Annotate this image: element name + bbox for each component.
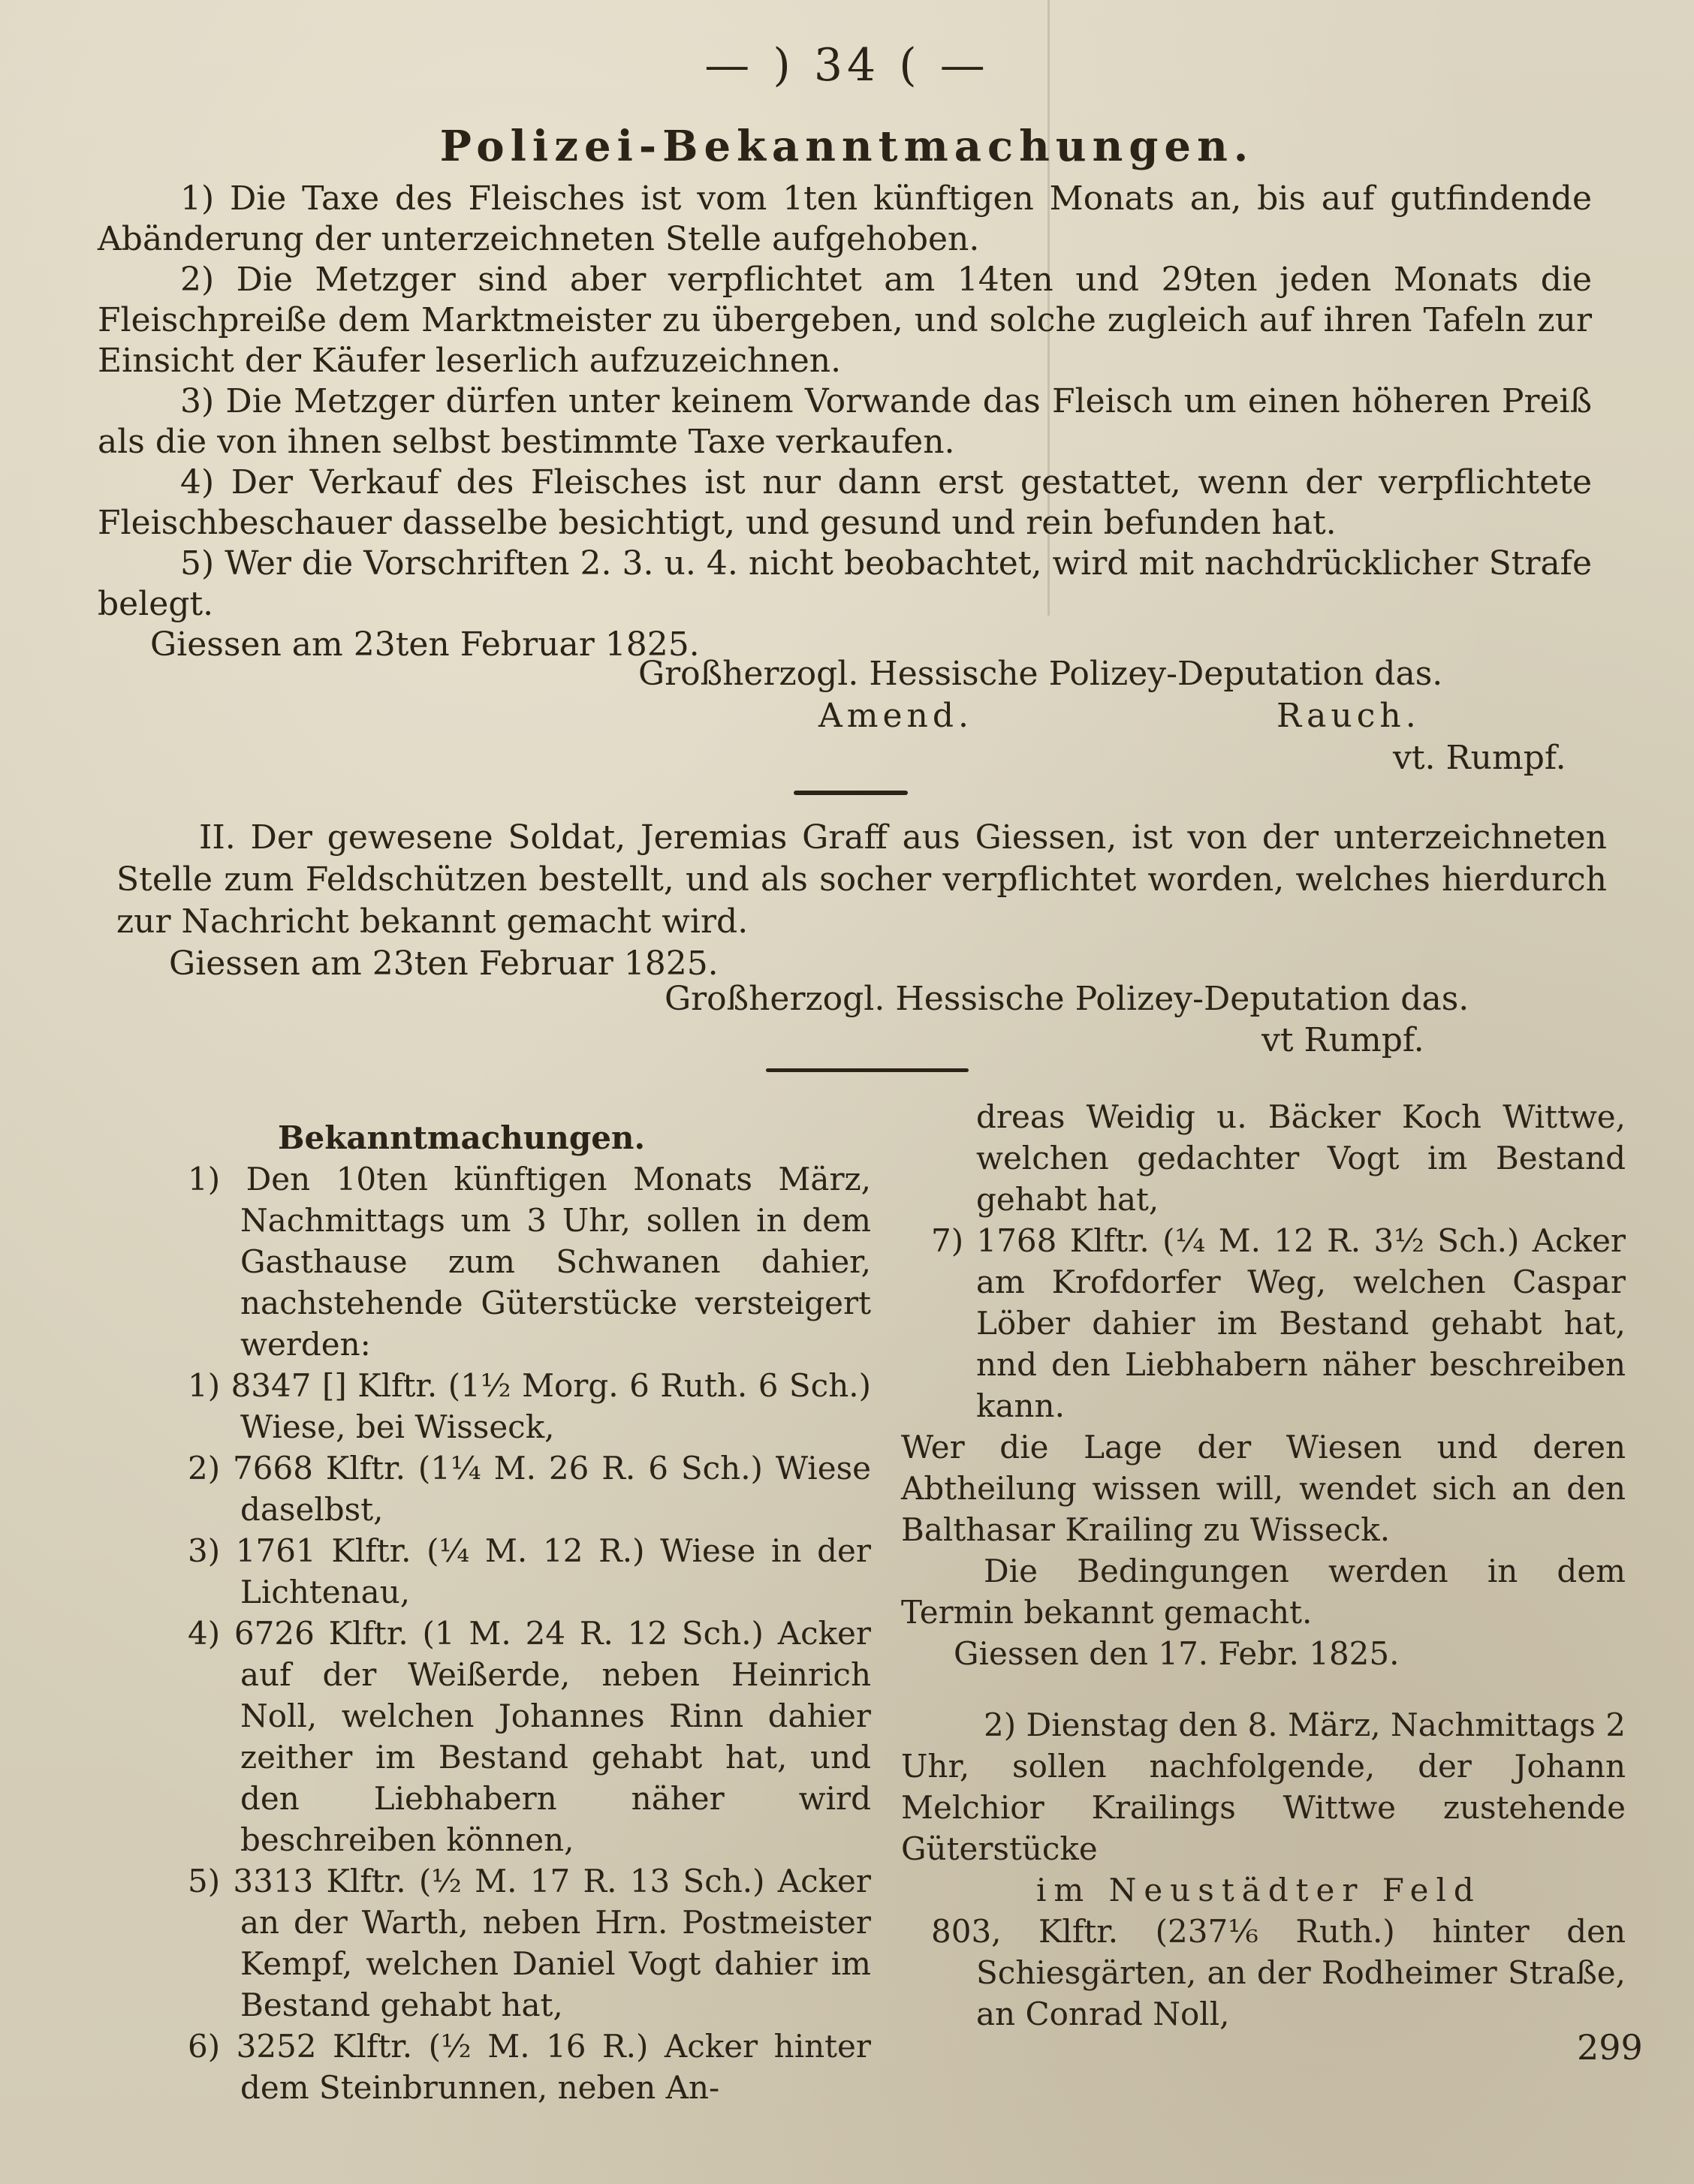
signatory-rumpf: vt. Rumpf. [1393, 739, 1566, 777]
list-item-continuation: dreas Weidig u. Bäcker Koch Wittwe, welchen gedachter Vogt im Bestand gehabt hat, [976, 1098, 1626, 1218]
place-date: Giessen den 17. Febr. 1825. [954, 1635, 1400, 1672]
place-date: Giessen am 23ten Februar 1825. [169, 944, 719, 983]
signature-authority: Großherzogl. Hessische Polizey-Deputation das. [665, 980, 1469, 1018]
left-column [120, 1117, 871, 2108]
signatory-amend: Amend. [818, 697, 974, 735]
place-date: Giessen am 23ten Februar 1825. [150, 625, 700, 664]
police-paragraph-2: 2) Die Metzger sind aber verpflichtet am 14ten und 29ten jeden Monats die Fleischpreiße dem Marktmeister zu übergeben, und solche zugleich auf ihren Tafeln zur Einsicht der Käufer leserlich aufzuzeichnen. [98, 261, 1592, 380]
signatory-rumpf: vt Rumpf. [1261, 1021, 1424, 1059]
police-paragraph-5: 5) Wer die Vorschriften 2. 3. u. 4. nicht beobachtet, wird mit nachdrücklicher Strafe belegt. [98, 544, 1592, 623]
signature-authority: Großherzogl. Hessische Polizey-Deputation das. [638, 655, 1443, 693]
auction-intro: 1) Den 10ten künftigen Monats März, Nachmittags um 3 Uhr, sollen in dem Gasthause zum Schwanen dahier, nachstehende Güterstücke versteigert werden: [188, 1161, 871, 1363]
list-item: 803, Klftr. (237¹⁄₆ Ruth.) hinter den Schiesgärten, an der Rodheimer Straße, an Conrad Noll, [931, 1913, 1626, 2032]
conditions-paragraph: Die Bedingungen werden in dem Termin bekannt gemacht. [901, 1553, 1626, 1631]
field-heading: im Neustädter Feld [1036, 1872, 1481, 1908]
list-item: 2) 7668 Klftr. (1¼ M. 26 R. 6 Sch.) Wiese daselbst, [188, 1450, 871, 1528]
divider [766, 1068, 969, 1072]
police-paragraph-3: 3) Die Metzger dürfen unter keinem Vorwande das Fleisch um einen höheren Preiß als die von ihnen selbst bestimmte Taxe verkaufen. [98, 382, 1592, 461]
page-number: 299 [1577, 2027, 1643, 2068]
list-item: 1) 8347 [] Klftr. (1½ Morg. 6 Ruth. 6 Sch.) Wiese, bei Wisseck, [188, 1367, 871, 1445]
list-item: 5) 3313 Klftr. (½ M. 17 R. 13 Sch.) Acker an der Warth, neben Hrn. Postmeister Kempf, welchen Daniel Vogt dahier im Bestand gehabt hat, [188, 1863, 871, 2023]
inquiry-paragraph: Wer die Lage der Wiesen und deren Abtheilung wissen will, wendet sich an den Balthasar Krailing zu Wisseck. [901, 1429, 1626, 1548]
section-title: Polizei-Bekanntmachungen. [439, 122, 1255, 171]
list-item: 6) 3252 Klftr. (½ M. 16 R.) Acker hinter dem Steinbrunnen, neben An- [188, 2028, 871, 2106]
notice-2-text: II. Der gewesene Soldat, Jeremias Graff aus Giessen, ist von der unterzeichneten Stelle zum Feldschützen bestellt, und als socher verpflichtet worden, welches hierdurch zur Nachricht bekannt gemacht wird. [116, 818, 1607, 941]
list-item: 4) 6726 Klftr. (1 M. 24 R. 12 Sch.) Acker auf der Weißerde, neben Heinrich Noll, welchen Johannes Rinn dahier zeither im Bestand gehabt hat, und den Liebhabern näher wird beschreiben können, [188, 1615, 871, 1858]
page-header: — ) 34 ( — [704, 39, 990, 92]
auction-2-intro: 2) Dienstag den 8. März, Nachmittags 2 Uhr, sollen nachfolgende, der Johann Melchior Krailings Wittwe zustehende Güterstücke [901, 1707, 1626, 1867]
announcements-heading: Bekanntmachungen. [278, 1119, 646, 1156]
list-item: 3) 1761 Klftr. (¼ M. 12 R.) Wiese in der Lichtenau, [188, 1532, 871, 1610]
police-paragraph-1: 1) Die Taxe des Fleisches ist vom 1ten künftigen Monats an, bis auf gutfindende Abänderung der unterzeichneten Stelle aufgehoben. [98, 179, 1592, 258]
signature-names [0, 697, 1694, 742]
list-item: 7) 1768 Klftr. (¼ M. 12 R. 3½ Sch.) Acker am Krofdorfer Weg, welchen Caspar Löber dahier im Bestand gehabt hat, nnd den Liebhabern näher beschreiben kann. [931, 1222, 1626, 1424]
right-column [901, 1096, 1626, 2035]
police-paragraph-4: 4) Der Verkauf des Fleisches ist nur dann erst gestattet, wenn der verpflichtete Fleischbeschauer dasselbe besichtigt, und gesund und rein befunden hat. [98, 463, 1592, 542]
divider [794, 791, 908, 795]
police-notice-2 [116, 817, 1607, 985]
signatory-rauch: Rauch. [1277, 697, 1421, 735]
police-notice-1 [98, 179, 1592, 665]
